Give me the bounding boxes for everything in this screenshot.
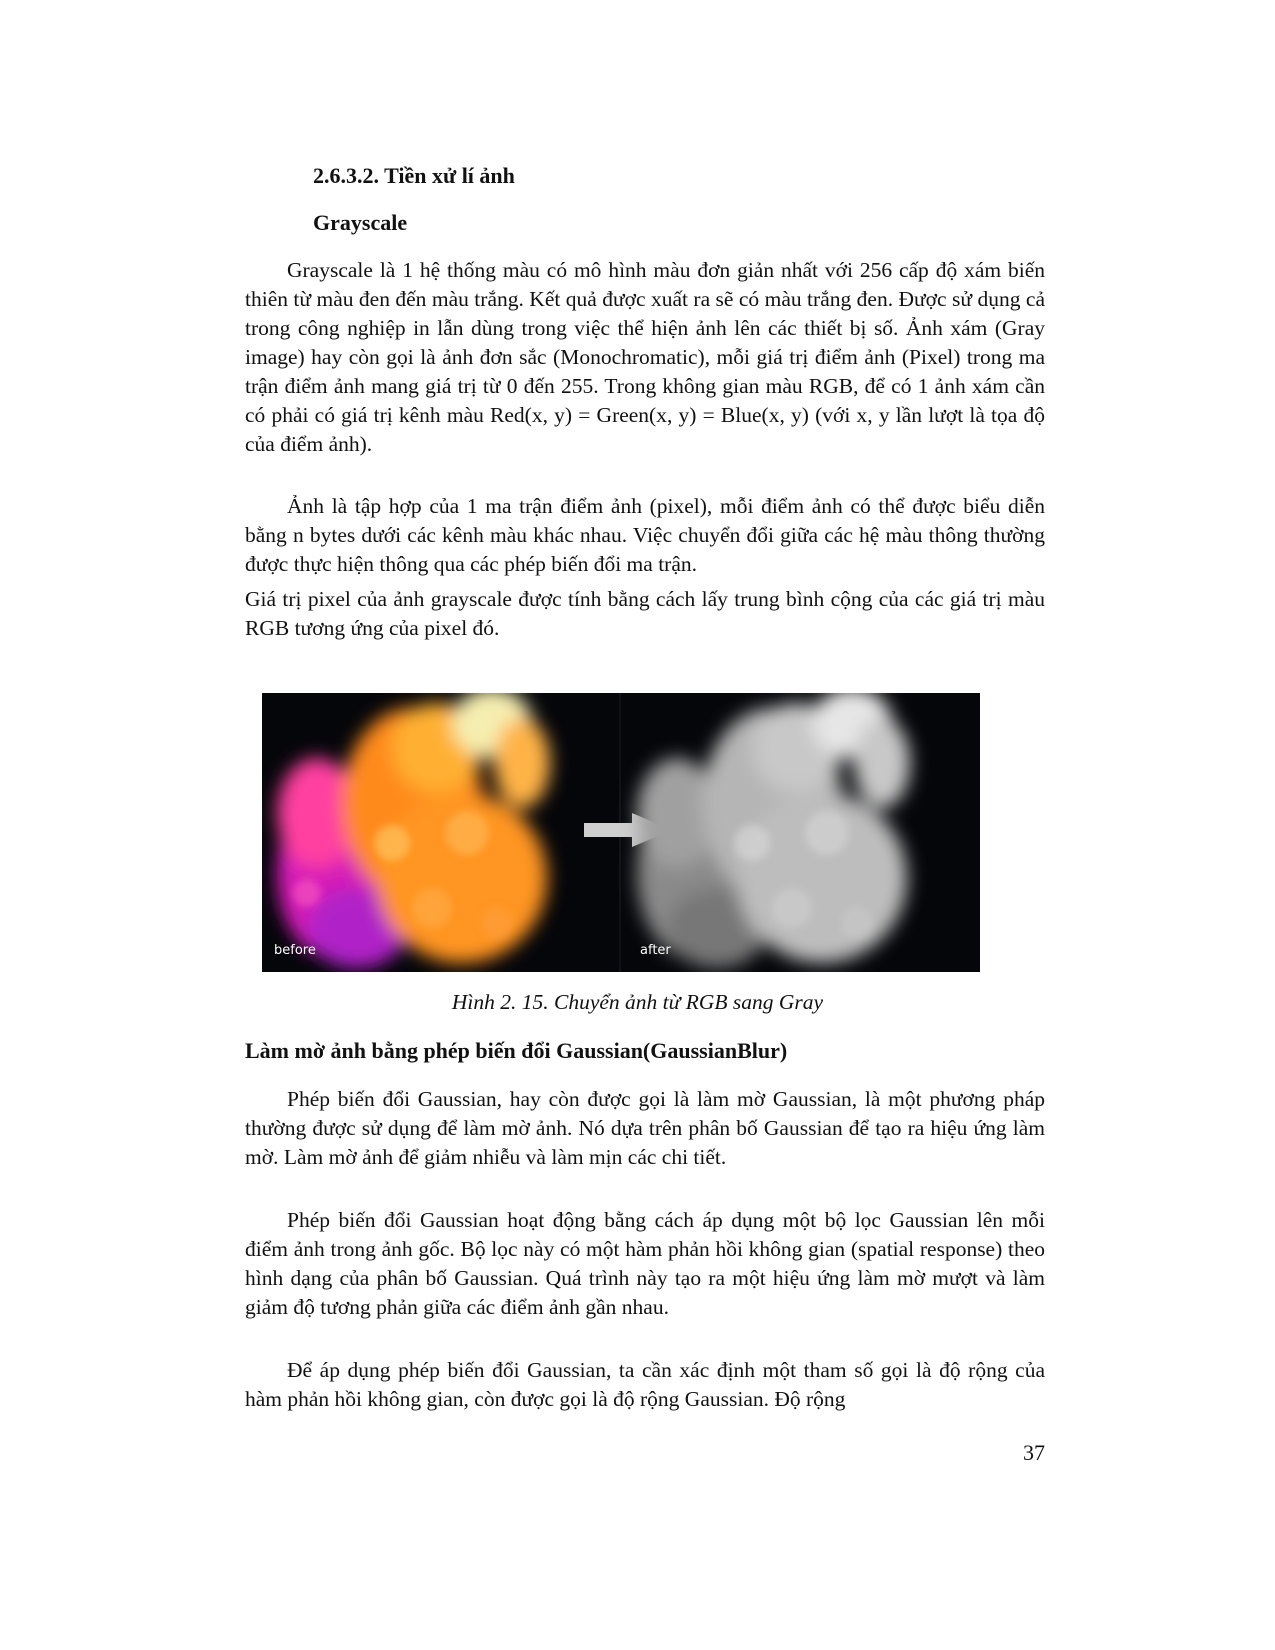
paragraph-gaussian-3: Để áp dụng phép biến đổi Gaussian, ta cần xác định một tham số gọi là độ rộng của hàm phản hồi không gian, còn được gọi là độ rộng Gaussian. Độ rộng xyxy=(245,1358,1045,1411)
paragraph-grayscale-3: Giá trị pixel của ảnh grayscale được tính bằng cách lấy trung bình cộng của các giá trị màu RGB tương ứng của pixel đó. xyxy=(245,587,1045,640)
subsection-heading: Grayscale xyxy=(313,210,408,235)
paragraph-grayscale-2: Ảnh là tập hợp của 1 ma trận điểm ảnh (pixel), mỗi điểm ảnh có thể được biểu diễn bằng n bytes dưới các kênh màu khác nhau. Việc chuyển đổi giữa các hệ màu thông thường được thực hiện thông qua các phép biến đổi ma trận. xyxy=(245,494,1045,576)
paragraph-gaussian-1: Phép biến đổi Gaussian, hay còn được gọi là làm mờ Gaussian, là một phương pháp thường được sử dụng để làm mờ ảnh. Nó dựa trên phân bố Gaussian để tạo ra hiệu ứng làm mờ. Làm mờ ảnh để giảm nhiễu và làm mịn các chi tiết. xyxy=(245,1087,1045,1169)
gaussian-heading: Làm mờ ảnh bằng phép biến đổi Gaussian(GaussianBlur) xyxy=(245,1038,788,1063)
figure-caption: Hình 2. 15. Chuyển ảnh từ RGB sang Gray xyxy=(451,990,824,1014)
figure-label-after: after xyxy=(640,943,671,958)
paragraph-gaussian-2: Phép biến đổi Gaussian hoạt động bằng cách áp dụng một bộ lọc Gaussian lên mỗi điểm ảnh trong ảnh gốc. Bộ lọc này có một hàm phản hồi không gian (spatial response) theo hình dạng của phân bố Gaussian. Quá trình này tạo ra một hiệu ứng làm mờ mượt và làm giảm độ tương phản giữa các điểm ảnh gần nhau. xyxy=(245,1208,1045,1319)
paragraph-grayscale-1: Grayscale là 1 hệ thống màu có mô hình màu đơn giản nhất với 256 cấp độ xám biến thiên từ màu đen đến màu trắng. Kết quả được xuất ra sẽ có màu trắng đen. Được sử dụng cả trong công nghiệp in lẫn dùng trong việc thể hiện ảnh lên các thiết bị số. Ảnh xám (Gray image) hay còn gọi là ảnh đơn sắc (Monochromatic), mỗi giá trị điểm ảnh (Pixel) trong ma trận điểm ảnh mang giá trị từ 0 đến 255. Trong không gian màu RGB, để có 1 ảnh xám cần có phải có giá trị kênh màu Red(x, y) = Green(x, y) = Blue(x, y) (với x, y lần lượt là tọa độ của điểm ảnh). xyxy=(245,258,1045,456)
section-heading: 2.6.3.2. Tiền xử lí ảnh xyxy=(313,163,515,188)
page-number: 37 xyxy=(1023,1440,1045,1465)
figure-illustration xyxy=(262,693,980,972)
rgb-to-gray-figure xyxy=(262,693,980,972)
figure-label-before: before xyxy=(274,943,316,958)
